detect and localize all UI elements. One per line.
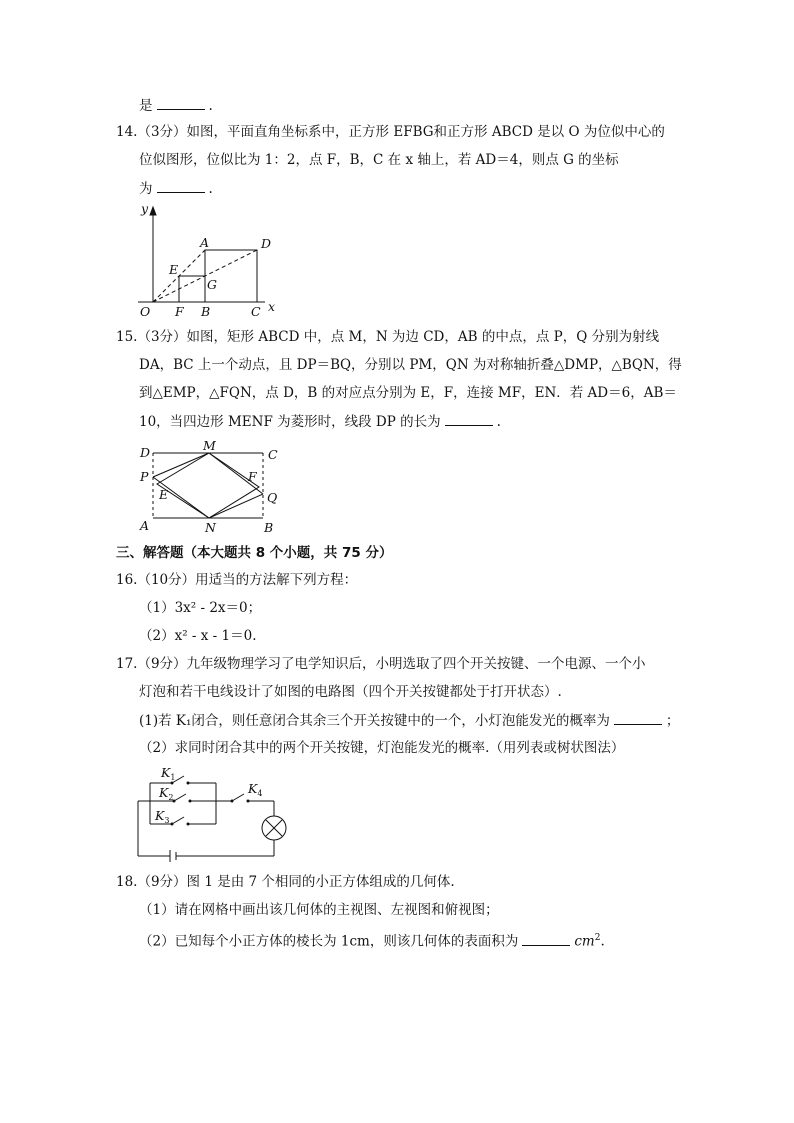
label-a: A <box>140 518 150 533</box>
label-b: B <box>264 520 274 535</box>
q16-part2: （2）x² - x - 1＝0. <box>139 628 257 644</box>
q13-tail-lead: 是 <box>139 98 153 114</box>
q15-line2: DA，BC 上一个动点，且 DP＝BQ，分别以 PM，QN 为对称轴折叠△DMP，△BQN，得 <box>139 357 682 373</box>
label-b: B <box>201 304 211 319</box>
label-k1: $K_1$ <box>161 765 176 782</box>
q17-part1-lead: (1)若 K₁闭合，则任意闭合其余三个开关按键中的一个，小灯泡能发光的概率为 <box>139 713 610 729</box>
q18-part2-lead: （2）已知每个小正方体的棱长为 1cm，则该几何体的表面积为 <box>139 933 519 950</box>
q17-line1: 17.（9分）九年级物理学习了电学知识后，小明选取了四个开关按键、一个电源、一个小 <box>116 656 646 672</box>
label-x: x <box>268 299 276 314</box>
unit-cm: cm <box>574 933 595 950</box>
label-y: y <box>141 201 149 216</box>
q14-line3-lead: 为 <box>139 181 153 197</box>
q14-line2: 位似图形，位似比为 1：2，点 F，B，C 在 x 轴上，若 AD＝4，则点 G 的坐标 <box>139 152 619 168</box>
unit-exponent: 2 <box>594 933 601 943</box>
label-e: E <box>159 487 169 502</box>
k4-blade <box>232 794 244 801</box>
label-k3: $K_3$ <box>155 808 170 825</box>
q17-part2: （2）求同时闭合其中的两个开关按键，灯泡能发光的概率.（用列表或树状图法） <box>139 740 625 756</box>
q15-line4-lead: 10，当四边形 MENF 为菱形时，线段 DP 的长为 <box>139 414 441 430</box>
label-c: C <box>251 304 261 319</box>
label-p: P <box>140 469 149 484</box>
label-q: Q <box>267 490 278 505</box>
label-m: M <box>203 438 216 453</box>
q18-part2-end: . <box>600 933 605 950</box>
q14-line1: 14.（3分）如图，平面直角坐标系中，正方形 EFBG和正方形 ABCD 是以 O 为位似中心的 <box>116 124 665 140</box>
label-d: D <box>261 236 272 251</box>
q18-part2 <box>139 928 605 952</box>
q16-part1: （1）3x² - 2x＝0； <box>139 600 262 616</box>
q15-line4-end: . <box>496 414 501 430</box>
label-o: O <box>140 304 151 319</box>
label-d: D <box>140 445 151 460</box>
q14-line3-end: . <box>208 181 213 197</box>
label-n: N <box>205 520 216 535</box>
q16-stem: 16.（10分）用适当的方法解下列方程： <box>116 572 358 588</box>
k2-blade <box>174 794 186 801</box>
q17-part1-end: ； <box>665 713 680 729</box>
label-a: A <box>200 235 210 250</box>
label-k4: $K_4$ <box>248 781 263 798</box>
answer-blank[interactable] <box>522 931 570 946</box>
label-f: F <box>175 304 184 319</box>
k3-blade <box>172 817 184 824</box>
label-c: C <box>268 447 278 462</box>
q15-line1: 15.（3分）如图，矩形 ABCD 中，点 M，N 为边 CD，AB 的中点，点 P，Q 分别为射线 <box>116 329 660 345</box>
q18-part1: （1）请在网格中画出该几何体的主视图、左视图和俯视图； <box>139 902 499 918</box>
q17-line2: 灯泡和若干电线设计了如图的电路图（四个开关按键都处于打开状态）. <box>139 684 562 700</box>
label-g: G <box>207 277 217 292</box>
q15-line3: 到△EMP，△FQN，点 D，B 的对应点分别为 E，F，连接 MF，EN．若 AD＝6，AB＝ <box>139 385 677 401</box>
label-e: E <box>169 262 179 277</box>
q13-tail-end: . <box>208 98 213 114</box>
q18-stem: 18.（9分）图 1 是由 7 个相同的小正方体组成的几何体. <box>116 874 455 890</box>
label-f: F <box>248 469 257 484</box>
label-k2: $K_2$ <box>159 785 174 802</box>
section-title: 三、解答题（本大题共 8 个小题，共 75 分） <box>116 545 393 561</box>
